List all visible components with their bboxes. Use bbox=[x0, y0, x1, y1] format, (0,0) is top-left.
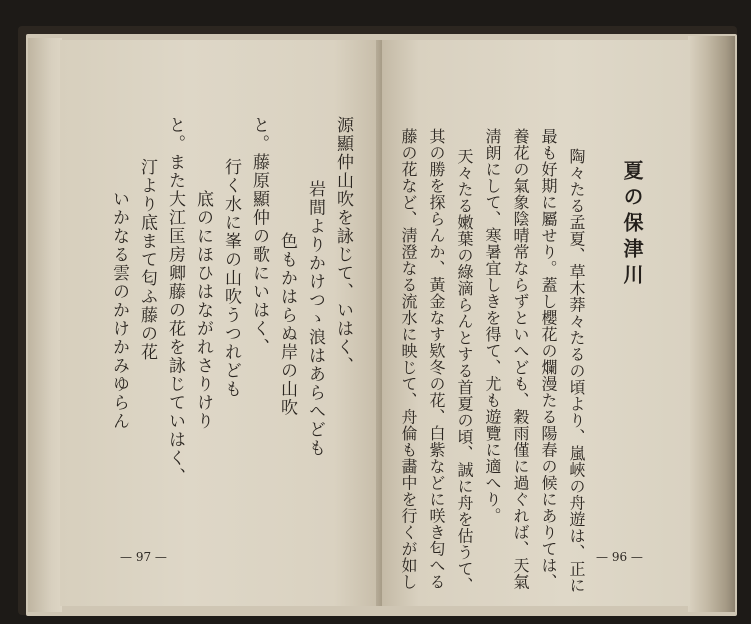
left-line-8: 汀より底まて匂ふ藤の花 bbox=[137, 158, 157, 362]
left-line-4: と。藤原顯仲の歌にいはく、 bbox=[249, 116, 269, 357]
left-line-1: 源顯仲山吹を詠じて、いはく、 bbox=[333, 116, 353, 375]
right-line-6: 其の勝を探らんか、黃金なす欵冬の花、白紫などに咲き匂へる bbox=[427, 128, 446, 590]
right-page bbox=[382, 40, 690, 606]
chapter-title: 夏の保津川 bbox=[620, 160, 644, 290]
left-page bbox=[60, 40, 382, 606]
left-line-2: 岩間よりかけつゝ浪はあらへども bbox=[305, 180, 325, 458]
right-line-2: 最も好期に屬せり。蓋し櫻花の爛漫たる陽春の候にありては、 bbox=[539, 128, 558, 590]
left-line-7: と。また大江匡房卿藤の花を詠じていはく、 bbox=[165, 116, 185, 486]
right-line-3: 養花の氣象陰晴常ならずといへども、穀雨僅に過ぐれば、天氣 bbox=[511, 128, 530, 590]
left-line-3: 色もかはらぬ岸の山吹 bbox=[277, 232, 297, 417]
right-line-5: 天々たる嫩葉の綠滴らんとする首夏の頃、誠に舟を估うて、 bbox=[455, 148, 474, 594]
left-line-6: 底のにほひはながれさりけり bbox=[193, 190, 213, 431]
left-line-9: いかなる雲のかけかみゆらん bbox=[109, 190, 129, 431]
page-number-96: — 96 — bbox=[596, 550, 643, 564]
right-line-7: 藤の花など、淸澄なる流水に映じて、舟倫も畵中を行くが如し bbox=[399, 128, 418, 590]
page-edges-right bbox=[688, 36, 735, 612]
right-line-4: 淸朗にして、寒暑宜しきを得て、尤も遊覽に適へり。 bbox=[483, 128, 502, 524]
left-line-5: 行く水に峯の山吹うつれども bbox=[221, 158, 241, 399]
page-number-97: — 97 — bbox=[120, 550, 167, 564]
page-edges-left bbox=[28, 38, 62, 612]
right-line-1: 陶々たる孟夏、草木莽々たるの頃より、嵐峽の舟遊は、正に bbox=[567, 148, 586, 594]
